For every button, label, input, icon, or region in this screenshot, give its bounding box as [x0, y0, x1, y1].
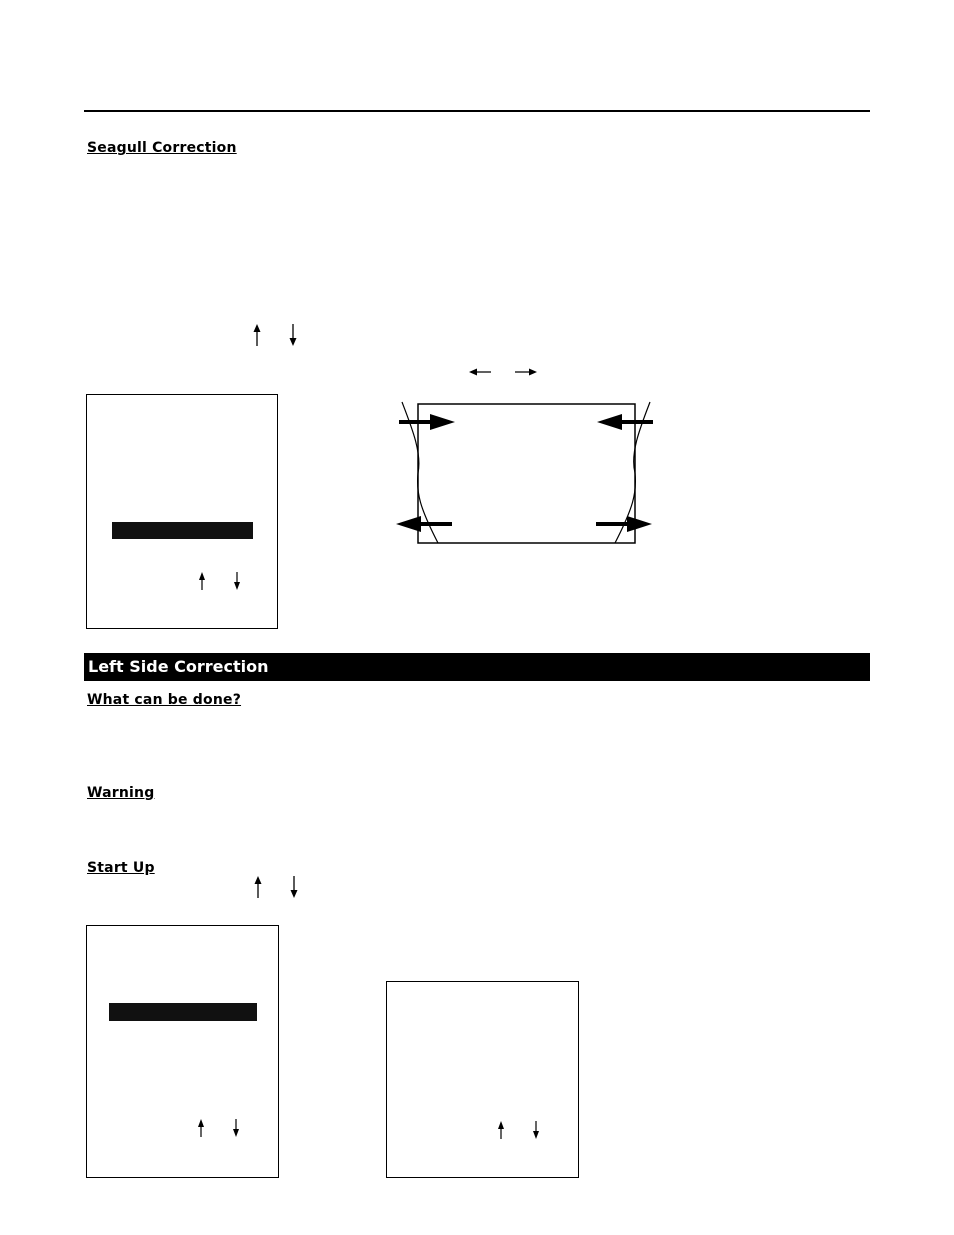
arrow-down-icon — [232, 572, 242, 590]
adjust-box-up-down-keys — [496, 1121, 541, 1139]
arrow-up-icon — [197, 572, 207, 590]
arrow-down-icon — [231, 1119, 241, 1137]
left-side-correction-banner: Left Side Correction — [84, 653, 870, 681]
arrow-down-icon — [287, 324, 299, 346]
warning-heading: Warning — [87, 785, 155, 801]
arrow-up-icon — [496, 1121, 506, 1139]
seagull-left-right-keys — [469, 366, 537, 378]
arrow-left-icon — [396, 516, 452, 532]
seagull-up-down-keys — [251, 324, 299, 346]
startup-menu-highlight-bar[interactable] — [109, 1003, 257, 1021]
seagull-distortion-diagram — [390, 398, 660, 548]
seagull-menu-box — [86, 394, 278, 629]
top-rule — [84, 110, 870, 112]
arrow-right-icon — [596, 516, 652, 532]
arrow-up-icon — [251, 324, 263, 346]
seagull-menu-highlight-bar[interactable] — [112, 522, 253, 539]
start-up-heading: Start Up — [87, 860, 155, 876]
arrow-down-icon — [288, 876, 300, 898]
startup-menu-box — [86, 925, 279, 1178]
seagull-correction-heading: Seagull Correction — [87, 140, 237, 156]
left-side-adjust-box — [386, 981, 579, 1178]
seagull-menu-up-down-keys — [197, 572, 242, 590]
what-can-be-done-heading: What can be done? — [87, 692, 242, 708]
arrow-left-icon — [469, 366, 491, 378]
startup-menu-up-down-keys — [196, 1119, 241, 1137]
arrow-up-icon — [252, 876, 264, 898]
arrow-right-icon — [515, 366, 537, 378]
arrow-down-icon — [531, 1121, 541, 1139]
startup-up-down-keys — [252, 876, 300, 898]
arrow-up-icon — [196, 1119, 206, 1137]
